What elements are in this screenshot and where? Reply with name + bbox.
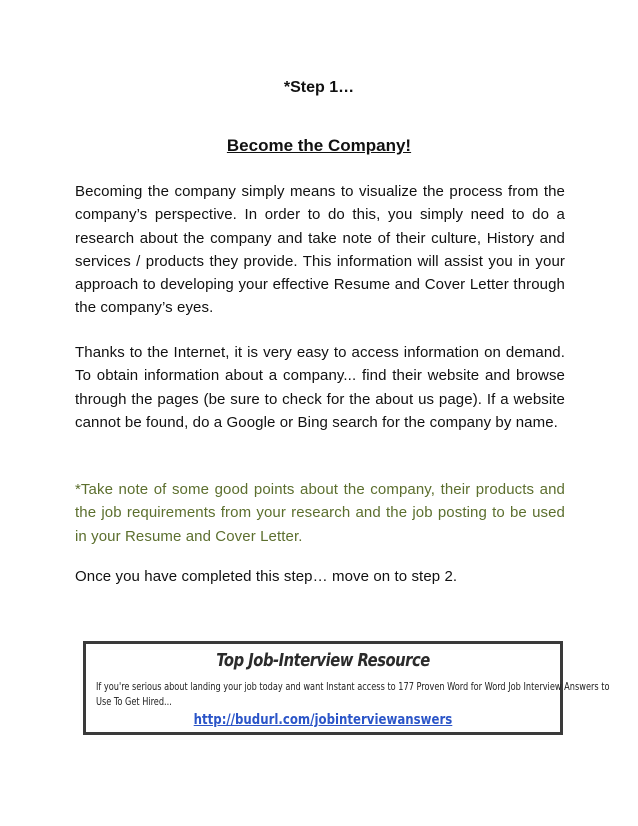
ad-body-line-1: If you're serious about landing your job today and want Instant access to 177 Proven Word for Word Job Interview Answers to xyxy=(96,681,610,693)
paragraph-become-company: Becoming the company simply means to visualize the process from the company’s perspective. In order to do this, you simply need to do a research about the company and take note of their culture, History and services / products they provide. This information will assist you in your approach to developing your effective Resume and Cover Letter through the company’s eyes. xyxy=(75,183,565,317)
resource-ad-banner[interactable] xyxy=(83,641,610,735)
ad-title: Top Job-Interview Resource xyxy=(216,650,430,671)
ad-link[interactable]: http://budurl.com/jobinterviewanswers xyxy=(193,712,453,728)
ad-body-text xyxy=(96,680,610,710)
paragraph-take-note: *Take note of some good points about the company, their products and the job requirements from your research and the job posting to be used in your Resume and Cover Letter. xyxy=(75,481,565,545)
step-title: *Step 1… xyxy=(283,79,355,96)
ad-body-line-2: Use To Get Hired... xyxy=(96,696,172,708)
section-heading: Become the Company! xyxy=(226,136,412,155)
paragraph-internet-research: Thanks to the Internet, it is very easy to access information on demand. To obtain information about a company... find their website and browse through the pages (be sure to check for the about us page). If a website cannot be found, do a Google or Bing search for the company by name. xyxy=(75,344,565,431)
paragraph-next-step: Once you have completed this step… move on to step 2. xyxy=(75,568,458,585)
